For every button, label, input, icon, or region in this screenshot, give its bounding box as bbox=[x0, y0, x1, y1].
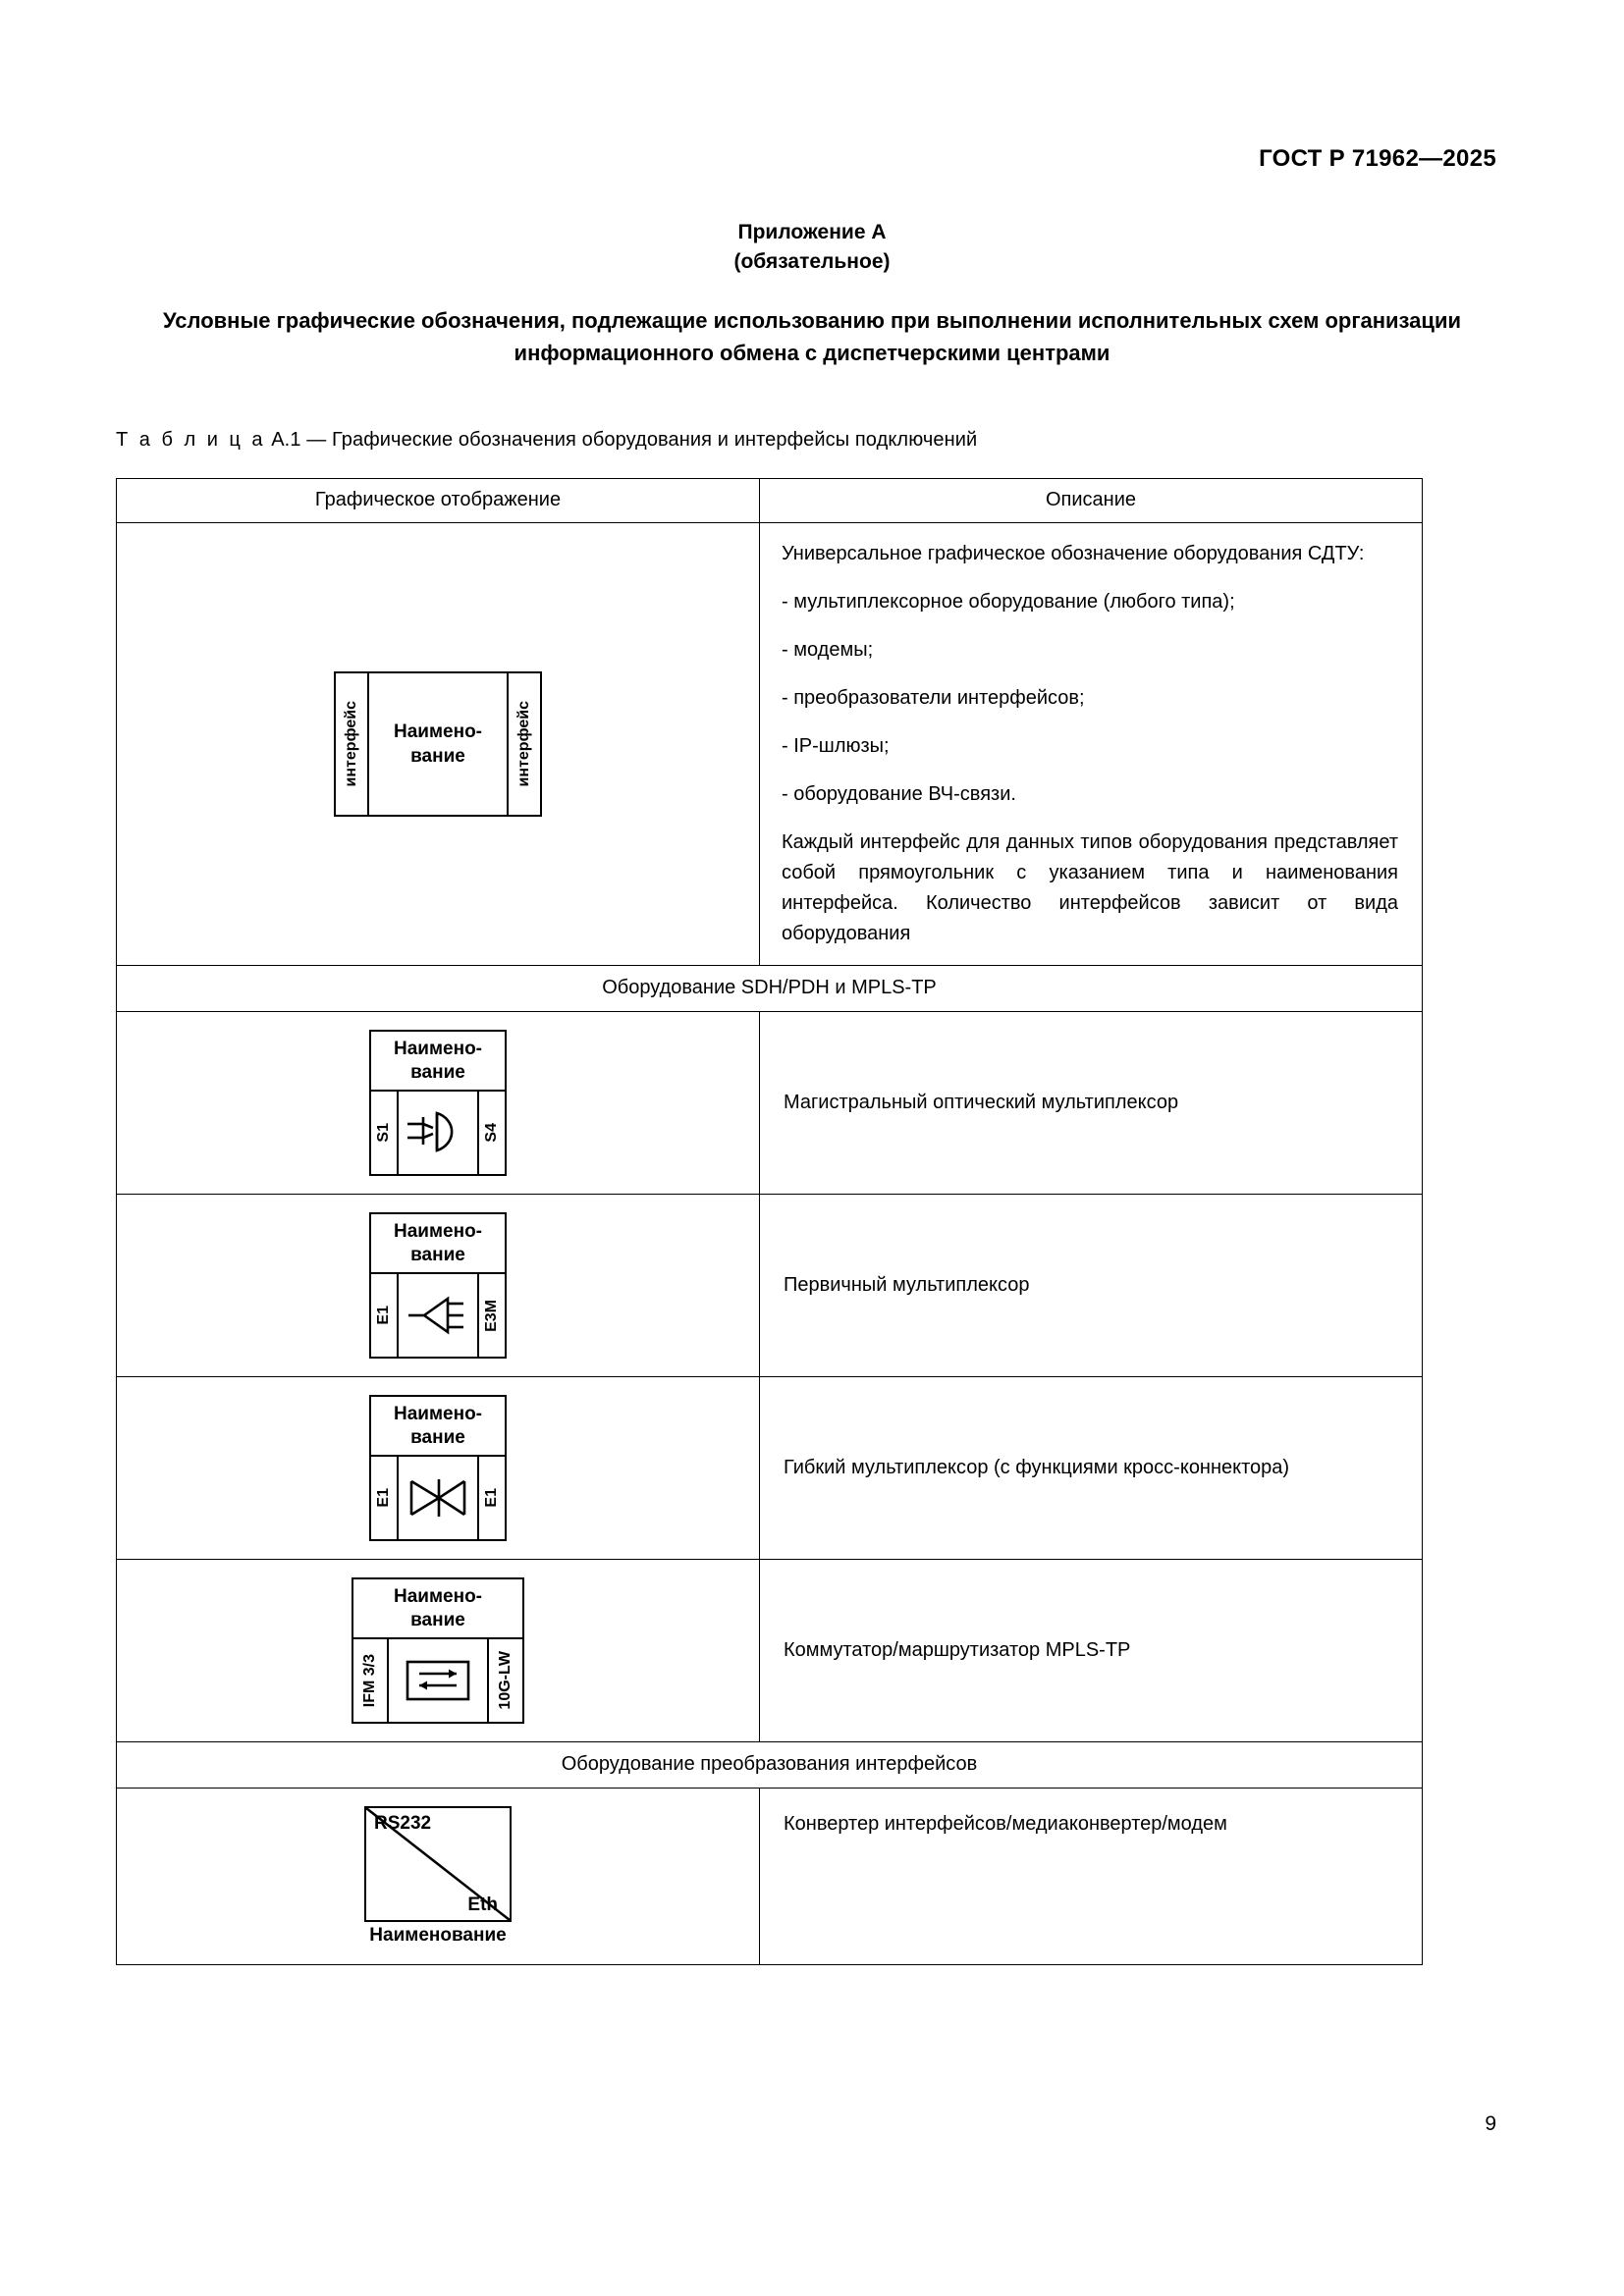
table-row bbox=[117, 1012, 1423, 1195]
interface-port-right bbox=[477, 1274, 505, 1357]
converter-output-label: Eth bbox=[467, 1895, 498, 1915]
description-intro: Универсальное графическое обозначение оборудования СДТУ: bbox=[782, 543, 1365, 564]
description-primary-multiplexer: Первичный мультиплексор bbox=[760, 1195, 1423, 1377]
flexible-multiplexer-icon bbox=[399, 1457, 477, 1539]
interface-port-right-label: E3M bbox=[483, 1299, 500, 1332]
description-universal-equipment bbox=[760, 523, 1423, 966]
interface-port-right-label: S4 bbox=[483, 1123, 500, 1143]
device-name-line1: Наимено- bbox=[394, 1039, 482, 1059]
column-header-description: Описание bbox=[760, 479, 1423, 523]
device-name-line1: Наимено- bbox=[394, 1586, 482, 1607]
figure-mpls-switch-router bbox=[117, 1560, 760, 1742]
interface-port-left bbox=[371, 1274, 399, 1357]
device-name bbox=[371, 1214, 505, 1274]
interface-port-left-label: S1 bbox=[375, 1123, 392, 1143]
interface-port-left-label: E1 bbox=[375, 1306, 392, 1325]
table-row bbox=[117, 1195, 1423, 1377]
universal-device-figure bbox=[334, 671, 542, 817]
table-row bbox=[117, 1560, 1423, 1742]
device-name bbox=[371, 1397, 505, 1457]
device-name bbox=[353, 1579, 522, 1639]
device-outline bbox=[364, 1806, 512, 1922]
description-flexible-multiplexer: Гибкий мультиплексор (с функциями кросс-коннектора) bbox=[760, 1377, 1423, 1560]
description-item: - преобразователи интерфейсов; bbox=[782, 687, 1085, 709]
converter-input-label: RS232 bbox=[374, 1813, 432, 1834]
table-caption bbox=[116, 429, 977, 452]
appendix-subtitle: (обязательное) bbox=[733, 250, 891, 273]
switch-router-icon bbox=[389, 1639, 487, 1722]
figure-flexible-multiplexer bbox=[117, 1377, 760, 1560]
appendix-title: Приложение А bbox=[737, 221, 887, 243]
description-mpls-switch-router: Коммутатор/маршрутизатор MPLS-TP bbox=[760, 1560, 1423, 1742]
device-outline bbox=[369, 1030, 507, 1176]
interface-port-right bbox=[477, 1457, 505, 1539]
device-name-line2: вание bbox=[410, 1427, 465, 1448]
device-name bbox=[371, 1032, 505, 1092]
interface-port-left bbox=[353, 1639, 389, 1722]
section-header-row bbox=[117, 1742, 1423, 1789]
device-name-line2: вание bbox=[410, 746, 465, 767]
interface-port-right bbox=[477, 1092, 505, 1174]
interface-port-right-label: E1 bbox=[483, 1488, 500, 1508]
device-outline bbox=[334, 671, 542, 817]
interface-port-left bbox=[336, 673, 369, 815]
description-item: - модемы; bbox=[782, 639, 874, 661]
device-outline bbox=[369, 1395, 507, 1541]
standard-header: ГОСТ Р 71962—2025 bbox=[1259, 145, 1496, 172]
description-optical-multiplexer: Магистральный оптический мультиплексор bbox=[760, 1012, 1423, 1195]
interface-port-right-label: 10G-LW bbox=[497, 1651, 514, 1710]
device-name-line2: вание bbox=[410, 1610, 465, 1630]
device-name-line1: Наимено- bbox=[394, 721, 482, 742]
table-row bbox=[117, 1789, 1423, 1965]
description-outro: Каждый интерфейс для данных типов оборудования представляет собой прямоугольник с указанием типа и наименования интерфейса. Количество интерфейсов зависит от вида оборудования bbox=[782, 831, 1398, 944]
device-outline bbox=[369, 1212, 507, 1359]
primary-multiplexer-icon bbox=[399, 1274, 477, 1357]
table-row bbox=[117, 1377, 1423, 1560]
table-caption-text: А.1 — Графические обозначения оборудования и интерфейсы подключений bbox=[271, 429, 978, 451]
device-name-line2: вание bbox=[410, 1062, 465, 1083]
interface-port-left-label: интерфейс bbox=[343, 701, 359, 787]
section-title-sdh-pdh-mpls: Оборудование SDH/PDH и MPLS-TP bbox=[117, 966, 1423, 1012]
section-header-row bbox=[117, 966, 1423, 1012]
description-interface-converter: Конвертер интерфейсов/медиаконвертер/модем bbox=[760, 1789, 1423, 1965]
figure-universal-equipment bbox=[117, 523, 760, 966]
interface-converter-icon bbox=[364, 1806, 512, 1947]
interface-port-right bbox=[487, 1639, 522, 1722]
symbols-table bbox=[116, 478, 1423, 1965]
section-title-interface-conversion: Оборудование преобразования интерфейсов bbox=[117, 1742, 1423, 1789]
description-item: - мультиплексорное оборудование (любого типа); bbox=[782, 591, 1235, 613]
interface-port-left-label: IFM 3/3 bbox=[361, 1653, 378, 1708]
interface-port-left-label: E1 bbox=[375, 1488, 392, 1508]
device-name-line2: вание bbox=[410, 1245, 465, 1265]
description-item: - оборудование ВЧ-связи. bbox=[782, 783, 1016, 805]
device-name: Наименование bbox=[369, 1925, 507, 1946]
interface-port-left bbox=[371, 1092, 399, 1174]
table-row bbox=[117, 523, 1423, 966]
table-caption-prefix: Т а б л и ц а bbox=[116, 429, 266, 451]
interface-port-left bbox=[371, 1457, 399, 1539]
description-item: - IP-шлюзы; bbox=[782, 735, 890, 757]
interface-port-right bbox=[507, 673, 540, 815]
table-header-row bbox=[117, 479, 1423, 523]
device-name bbox=[369, 673, 507, 815]
appendix-heading bbox=[0, 218, 1624, 277]
figure-interface-converter bbox=[117, 1789, 760, 1965]
device-name-line1: Наимено- bbox=[394, 1221, 482, 1242]
device-outline bbox=[352, 1577, 524, 1724]
appendix-description: Условные графические обозначения, подлежащие использованию при выполнении исполнительных схем организации информационного обмена с диспетчерскими центрами bbox=[162, 308, 1461, 365]
device-name-line1: Наимено- bbox=[394, 1404, 482, 1424]
optical-multiplexer-icon bbox=[399, 1092, 477, 1174]
page-number: 9 bbox=[1485, 2112, 1496, 2135]
figure-primary-multiplexer bbox=[117, 1195, 760, 1377]
column-header-graphic: Графическое отображение bbox=[117, 479, 760, 523]
interface-port-right-label: интерфейс bbox=[515, 701, 532, 787]
figure-optical-multiplexer bbox=[117, 1012, 760, 1195]
